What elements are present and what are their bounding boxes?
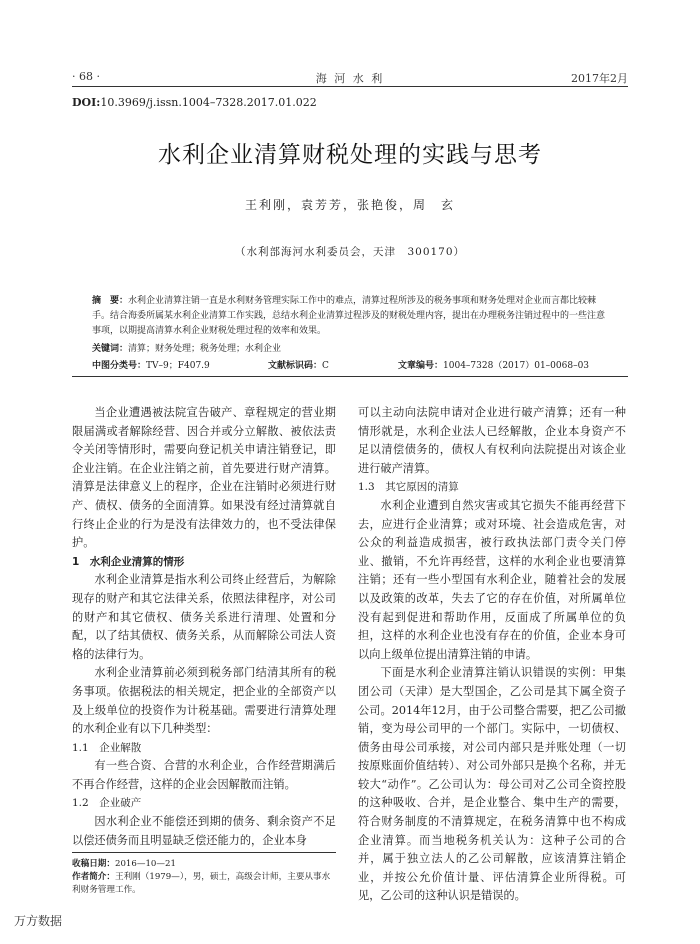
article-authors: 王利刚，袁芳芳，张艳俊，周 玄 — [244, 198, 455, 212]
page-number: · 68 · — [72, 70, 100, 83]
body-paragraph: 下面是水利企业清算注销认识错误的实例：甲集团公司（天津）是大型国企，乙公司是其下属全资子公司。2014年12月，由于公司整合需要，把乙公司撤销，变为母公司甲的一个部门。实际中，一切债权、债务由母公司承接，对公司内部只是并账处理（一切按原账面价值结转）、对公司外部只是换个名称，并无较大“动作”。乙公司认为：母公司对乙公司全资控股的这种吸收、合并，是企业整合、集中生产的需要，符合财务制度的不清算规定，在税务清算中也不构成企业清算。而当地税务机关认为：这种子公司的合并，属于独立法人的乙公司解散，应该清算注销企业，并按公允价值计量、评估清算企业所得税。可见，乙公司的这种认识是错误的。 — [358, 666, 626, 903]
keywords-label: 关键词： — [92, 344, 129, 354]
body-paragraph: 水利企业清算前必须到税务部门结清其所有的税务事项。依据税法的相关规定，把企业的全部资产以及上级单位的投资作为计税基础。需要进行清算处理的水利企业有以下几种类型： — [72, 666, 336, 736]
right-column — [358, 404, 626, 906]
body-paragraph: 有一些合资、合营的水利企业，合作经营期满后不再合作经营，这样的企业会因解散而注销。 — [72, 759, 336, 791]
subsection-heading: 1.1 企业解散 — [72, 741, 142, 754]
subsection-heading: 1.3 其它原因的清算 — [358, 481, 459, 494]
footnote — [72, 858, 336, 897]
article-number-label: 文章编号： — [398, 361, 444, 371]
classification-label: 中图分类号： — [92, 361, 147, 371]
abstract-block — [92, 294, 608, 339]
issue-date: 2017年2月 — [571, 72, 628, 85]
classification-value: TV–9；F407.9 — [146, 361, 210, 371]
footnote-rule — [72, 852, 336, 853]
left-column — [72, 404, 336, 850]
body-paragraph: 可以主动向法院申请对企业进行破产清算；还有一种情形就是，水利企业法人已经解散，企业本身资产不足以清偿债务的，债权人有权利向法院提出对该企业进行破产清算。 — [358, 406, 626, 475]
article-title: 水利企业清算财税处理的实践与思考 — [158, 142, 542, 168]
journal-name: 海 河 水 利 — [315, 72, 385, 85]
wanfang-watermark: 万方数据 — [14, 914, 63, 928]
subsection-heading: 1.2 企业破产 — [72, 797, 142, 810]
abstract-rule — [72, 376, 628, 377]
article-number-value: 1004–7328（2017）01–0068–03 — [443, 361, 590, 371]
author-bio-text: 王利刚（1979—），男，硕士，高级会计师，主要从事水利财务管理工作。 — [72, 872, 331, 895]
body-paragraph: 水利企业遭到自然灾害或其它损失不能再经营下去，应进行企业清算；或对环境、社会造成危害，对公众的利益造成损害，被行政执法部门责令关门停业、撤销，不允许再经营，这样的水利企业也要清算注销；还有一些小型国有水利企业，随着社会的发展以及政策的改革，失去了它的存在价值，对所属单位没有起到促进和帮助作用，反面成了所属单位的负担，这样的水利企业也没有存在的价值，企业本身可以向上级单位提出清算注销的申请。 — [358, 498, 626, 661]
article-number — [398, 358, 589, 371]
classification — [92, 358, 210, 371]
keywords-text: 清算；财务处理；税务处理；水利企业 — [128, 344, 282, 354]
abstract-label: 摘 要： — [92, 296, 129, 306]
section-heading: 1 水利企业清算的情形 — [72, 555, 185, 568]
received-label: 收稿日期： — [72, 859, 115, 869]
doi-label: DOI: — [72, 96, 101, 109]
document-code — [268, 358, 329, 371]
author-bio — [72, 871, 336, 897]
received-date — [72, 858, 336, 871]
body-paragraph: 水利企业清算是指水利公司终止经营后，为解除现存的财产和其它法律关系，依照法律程序，对公司的财产和其它债权、债务关系进行清理、处置和分配，以了结其债权、债务关系，从而解除公司法人资格的法律行为。 — [72, 573, 336, 661]
document-code-value: C — [322, 361, 329, 371]
header-rule — [72, 86, 628, 87]
document-code-label: 文献标识码： — [268, 361, 323, 371]
received-value: 2016—10—21 — [114, 859, 176, 869]
abstract — [92, 294, 608, 339]
author-bio-label: 作者简介： — [72, 872, 115, 882]
abstract-text: 水利企业清算注销一直是水利财务管理实际工作中的难点，清算过程所涉及的税务事项和财务处理对企业而言都比较棘手。结合海委所属某水利企业清算工作实践，总结水利企业清算过程涉及的财税处理内容，提出在办理税务注销过程中的一些注意事项，以期提高清算水利企业财税处理过程的效率和效果。 — [92, 296, 606, 336]
doi-value: 10.3969/j.issn.1004–7328.2017.01.022 — [100, 96, 317, 109]
body-paragraph: 因水利企业不能偿还到期的债务、剩余资产不足以偿还债务而且明显缺乏偿还能力的，企业本身 — [72, 815, 336, 847]
author-affiliation: （水利部海河水利委员会，天津 300170） — [234, 246, 466, 258]
doi-line — [72, 96, 317, 109]
body-paragraph: 当企业遭遇被法院宣告破产、章程规定的营业期限届满或者解除经营、因合并或分立解散、被依法责令关闭等情形时，需要向登记机关申请注销登记，即企业注销。在企业注销之前，首先要进行财产清算。清算是法律意义上的程序，企业在注销时必须进行财产、债权、债务的全面清算。如果没有经过清算就自行终止企业的行为是没有法律效力的，也不受法律保护。 — [72, 406, 336, 550]
keywords — [92, 342, 608, 357]
